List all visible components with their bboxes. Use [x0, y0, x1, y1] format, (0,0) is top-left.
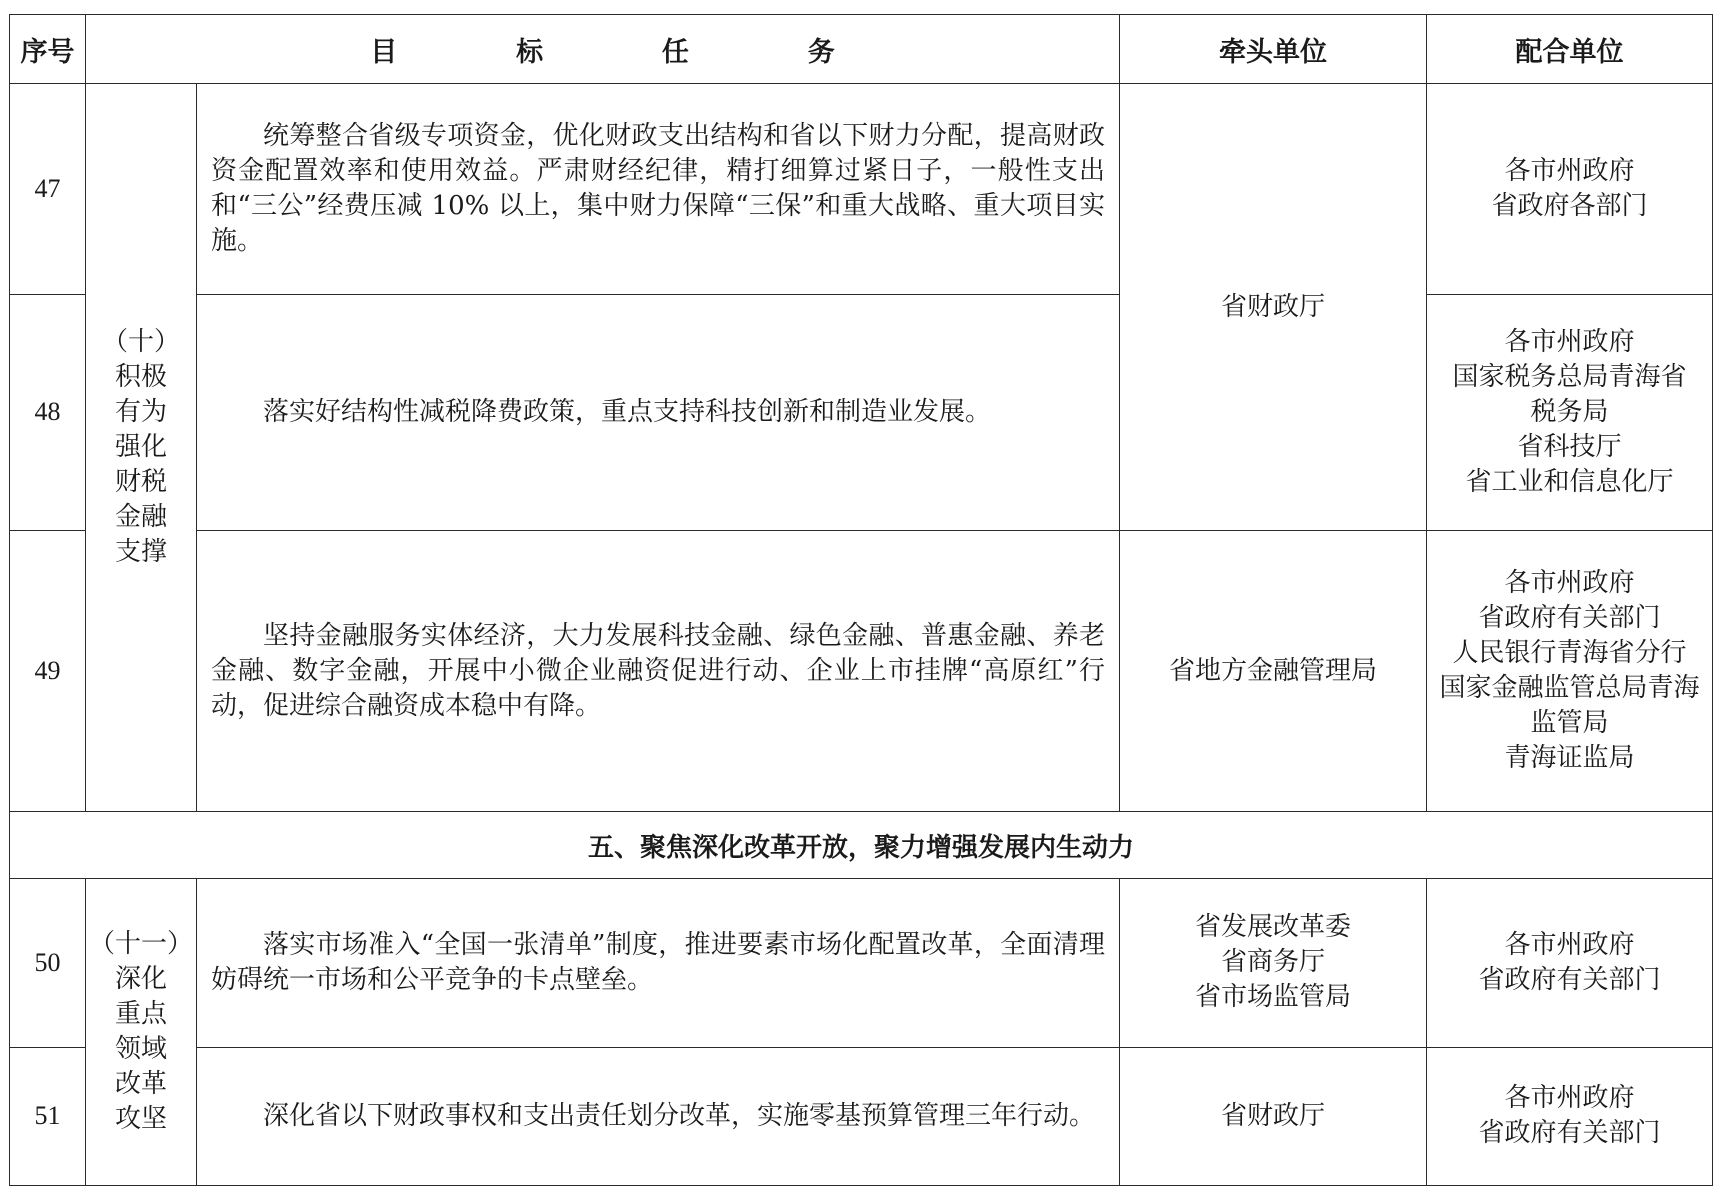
group-line: 领域 [114, 1034, 167, 1065]
header-target [86, 15, 1120, 84]
header-target-char: 标 [516, 36, 544, 68]
group-line: 财税 [114, 466, 167, 497]
group-line: 攻坚 [114, 1104, 167, 1135]
header-row [10, 15, 1713, 84]
row-seq: 47 [10, 84, 86, 295]
row-seq: 48 [10, 294, 86, 531]
group-11-cell [86, 879, 197, 1186]
header-target-char: 目 [370, 36, 398, 68]
lead-cell [1120, 84, 1427, 531]
coop-unit: 国家税务总局青海省 [1452, 361, 1687, 392]
coop-unit: 监管局 [1530, 708, 1609, 739]
header-lead: 牵头单位 [1120, 15, 1427, 84]
group-label: （十一） [88, 929, 193, 960]
header-target-char: 务 [807, 36, 835, 68]
group-line: 改革 [114, 1069, 167, 1100]
coop-unit: 省政府有关部门 [1478, 603, 1661, 634]
group-line: 金融 [114, 501, 167, 532]
lead-cell [1120, 1047, 1427, 1185]
task-cell [197, 531, 1120, 812]
task-text: 坚持金融服务实体经济，大力发展科技金融、绿色金融、普惠金融、养老金融、数字金融，开展中小微企业融资促进行动、企业上市挂牌“高原红”行动，促进综合融资成本稳中有降。 [211, 620, 1105, 721]
coop-unit: 税务局 [1530, 396, 1609, 427]
table-row [10, 84, 1713, 295]
task-cell [197, 294, 1120, 531]
header-target-char: 任 [661, 36, 689, 68]
table-row [10, 879, 1713, 1047]
group-line: 深化 [114, 964, 167, 995]
lead-unit: 省商务厅 [1220, 947, 1325, 978]
coop-unit: 省政府有关部门 [1478, 1118, 1661, 1149]
task-table [9, 14, 1713, 1186]
coop-cell [1427, 294, 1713, 531]
task-cell [197, 1047, 1120, 1185]
task-cell [197, 879, 1120, 1047]
coop-unit: 各市州政府 [1504, 155, 1635, 186]
row-seq: 50 [10, 879, 86, 1047]
task-text: 深化省以下财政事权和支出责任划分改革，实施零基预算管理三年行动。 [263, 1100, 1096, 1131]
task-cell [197, 84, 1120, 295]
lead-cell [1120, 531, 1427, 812]
coop-cell [1427, 879, 1713, 1047]
coop-unit: 国家金融监管总局青海 [1439, 673, 1700, 704]
lead-unit: 省财政厅 [1220, 291, 1325, 322]
row-seq: 51 [10, 1047, 86, 1185]
task-text: 落实好结构性减税降费政策，重点支持科技创新和制造业发展。 [263, 396, 992, 427]
coop-unit: 青海证监局 [1504, 743, 1635, 774]
table-row [10, 1047, 1713, 1185]
lead-unit: 省地方金融管理局 [1168, 655, 1377, 686]
header-coop: 配合单位 [1427, 15, 1713, 84]
row-seq: 49 [10, 531, 86, 812]
group-label: （十） [101, 326, 180, 357]
group-line: 重点 [114, 999, 167, 1030]
table-row [10, 531, 1713, 812]
section-title: 五、聚焦深化改革开放，聚力增强发展内生动力 [10, 811, 1713, 878]
task-text: 统筹整合省级专项资金，优化财政支出结构和省以下财力分配，提高财政资金配置效率和使用效益。严肃财经纪律，精打细算过紧日子，一般性支出和“三公”经费压减 10% 以上，集中财力保障“三保”和重大战略、重大项目实施。 [211, 120, 1105, 256]
coop-unit: 各市州政府 [1504, 568, 1635, 599]
coop-cell [1427, 1047, 1713, 1185]
lead-unit: 省财政厅 [1220, 1100, 1325, 1131]
header-seq: 序号 [10, 15, 86, 84]
coop-unit: 省政府各部门 [1491, 190, 1648, 221]
table-row [10, 294, 1713, 531]
group-line: 支撑 [114, 536, 167, 567]
lead-cell [1120, 879, 1427, 1047]
lead-unit: 省市场监管局 [1194, 982, 1351, 1013]
coop-unit: 省工业和信息化厅 [1465, 466, 1674, 497]
coop-unit: 省政府有关部门 [1478, 964, 1661, 995]
coop-unit: 人民银行青海省分行 [1452, 638, 1687, 669]
coop-unit: 各市州政府 [1504, 929, 1635, 960]
section-row [10, 811, 1713, 878]
coop-unit: 省科技厅 [1517, 431, 1622, 462]
group-10-cell [86, 84, 197, 812]
group-line: 强化 [114, 431, 167, 462]
lead-unit: 省发展改革委 [1194, 912, 1351, 943]
task-text: 落实市场准入“全国一张清单”制度，推进要素市场化配置改革，全面清理妨碍统一市场和公平竞争的卡点壁垒。 [211, 929, 1105, 995]
coop-unit: 各市州政府 [1504, 1083, 1635, 1114]
group-line: 有为 [114, 396, 167, 427]
coop-cell [1427, 531, 1713, 812]
coop-cell [1427, 84, 1713, 295]
coop-unit: 各市州政府 [1504, 326, 1635, 357]
group-line: 积极 [114, 361, 167, 392]
